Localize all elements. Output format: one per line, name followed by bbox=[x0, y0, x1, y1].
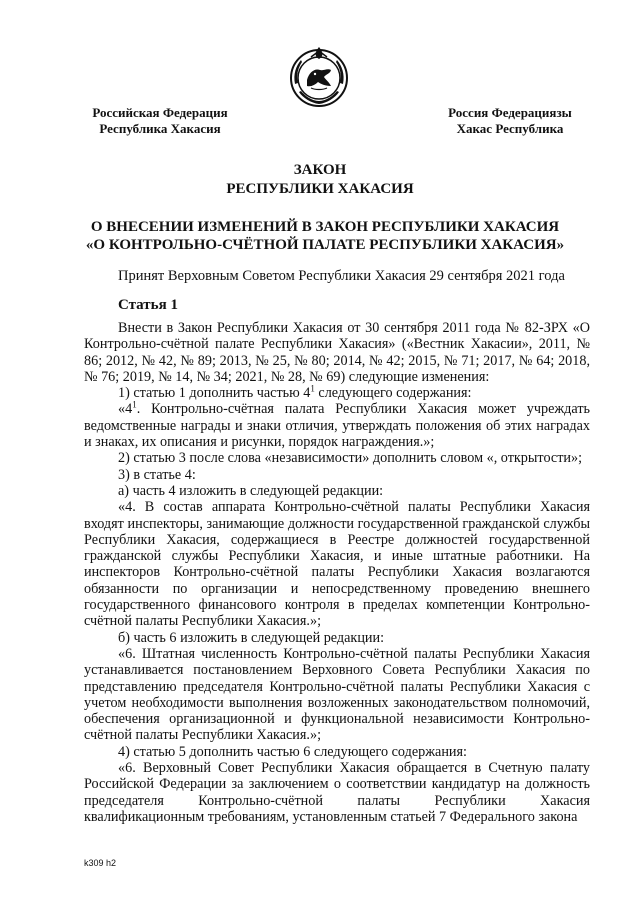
paragraph-part-6: «6. Штатная численность Контрольно-счётной палаты Республики Хакасия устанавливается постановлением Верховного Совета Республики Хакасия по представлению председателя Контрольно-счётной палаты Республики Хакасия с учетом необходимости выполнения возложенных законодательством полномочий, обеспечения организационной и функциональной независимости Контрольно-счётной палаты Республики Хакасия.»; bbox=[84, 645, 590, 744]
paragraph-item-2: 2) статью 3 после слова «независимости» дополнить словом «, открытости»; bbox=[118, 450, 583, 467]
paragraph-item-3b: б) часть 6 изложить в следующей редакции: bbox=[118, 629, 385, 646]
paragraph-item-4: 4) статью 5 дополнить частью 6 следующего содержания: bbox=[118, 743, 467, 760]
paragraph-item-1: 1) статью 1 дополнить частью $4^1$ следующего содержания: bbox=[118, 383, 472, 402]
document-title-republic: РЕСПУБЛИКИ ХАКАСИЯ bbox=[226, 181, 414, 197]
header-left bbox=[80, 105, 240, 137]
coat-of-arms-emblem bbox=[287, 44, 351, 108]
paragraph-art5-part-6: «6. Верховный Совет Республики Хакасия обращается в Счетную палату Российской Федерации за заключением о соответствии кандидатур на должность председателя Контрольно-счётной палаты Республики Хакасия квалификационным требованиям, установленным статьей 7 Федерального закона bbox=[84, 760, 590, 825]
subtitle-line1: О ВНЕСЕНИИ ИЗМЕНЕНИЙ В ЗАКОН РЕСПУБЛИКИ ХАКАСИЯ bbox=[90, 219, 560, 235]
paragraph-part-4-1: «$4^1$. Контрольно-счётная палата Республики Хакасия может учреждать ведомственные награды и знаки отличия, утверждать положения об этих наградах и знаках, их описания и рисунки, порядок награждения.»; bbox=[84, 399, 590, 451]
paragraph-intro: Внести в Закон Республики Хакасия от 30 сентября 2011 года № 82-ЗРХ «О Контрольно-счётной палате Республики Хакасия» («Вестник Хакасии», 2011, № 86; 2012, № 42, № 89; 2013, № 25, № 80; 2014, № 42; 2015, № 71; 2017, № 64; 2018, № 76; 2019, № 14, № 34; 2021, № 28, № 69) следующие изменения: bbox=[84, 320, 590, 385]
paragraph-item-3: 3) в статье 4: bbox=[118, 466, 196, 483]
document-title-law: ЗАКОН bbox=[293, 162, 347, 178]
adoption-note: Принят Верховным Советом Республики Хакасия 29 сентября 2021 года bbox=[118, 268, 565, 284]
header-left-line1: Российская Федерация bbox=[92, 105, 228, 120]
article-body bbox=[84, 320, 590, 825]
subtitle-line2: «О КОНТРОЛЬНО-СЧЁТНОЙ ПАЛАТЕ РЕСПУБЛИКИ ХАКАСИЯ» bbox=[85, 237, 565, 253]
document-subtitle bbox=[60, 218, 590, 254]
header-left-line2: Республика Хакасия bbox=[99, 121, 221, 136]
header-right-line1: Россия Федерациязы bbox=[448, 105, 572, 120]
header-right bbox=[428, 105, 592, 137]
paragraph-part-4: «4. В состав аппарата Контрольно-счётной палаты Республики Хакасия входят инспекторы, занимающие должности государственной гражданской службы Республики Хакасия, содержащиеся в Реестре должностей государственной гражданской службы Республики Хакасия, и иные штатные работники. На инспекторов Контрольно-счётной палаты Республики Хакасия возлагаются обязанности по организации и непосредственному проведению внешнего государственного финансового контроля в пределах компетенции Контрольно-счётной палаты Республики Хакасия.»; bbox=[84, 499, 590, 630]
paragraph-item-3a: а) часть 4 изложить в следующей редакции: bbox=[118, 482, 384, 499]
footer-code: k309 h2 bbox=[84, 858, 117, 868]
header-right-line2: Хакас Республика bbox=[456, 121, 564, 136]
article-heading: Статья 1 bbox=[118, 297, 178, 313]
